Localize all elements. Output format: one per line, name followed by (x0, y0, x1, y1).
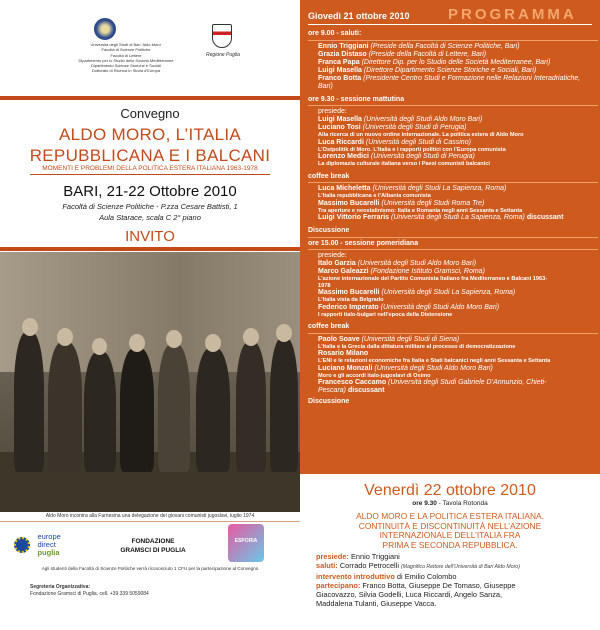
tavola-rotonda (300, 500, 600, 507)
speaker-name: Italo Garzia (318, 260, 356, 267)
partecipano-line: Giacovazzo, Silvia Godelli, Luca Riccardi, Angelo Sanza, (316, 590, 503, 599)
speaker-line (318, 365, 598, 373)
segreteria-label: Segreteria Organizzativa: (30, 584, 91, 590)
uni-line: Dipartimento per lo Studio delle Società Mediterranee (78, 57, 174, 63)
eu-stars-icon (14, 537, 30, 553)
speaker-name: Luciano Tosi (318, 124, 361, 131)
talk-title: L’Ostpolitik di Moro. L’Italia e i rapporti politici con l’Europa comunista (318, 146, 506, 153)
regione-puglia-logo (212, 24, 232, 48)
talk-title: L’Italia vista da Belgrado (318, 297, 384, 303)
divider (308, 40, 598, 41)
partecipano-line: Maddalena Tulanti, Giuseppe Vacca. (316, 599, 437, 608)
photo-figure (158, 344, 190, 472)
day1-date: Giovedì 21 ottobre 2010 (308, 11, 410, 21)
line-affiliation: (Magnifico Rettore dell’Università di Bari Aldo Moro) (401, 564, 520, 570)
photo-figure (236, 342, 266, 472)
session-heading: coffee break (308, 172, 350, 180)
uni-line: Università degli Studi di Bari 'Aldo Moro' (90, 42, 162, 47)
photo-head (243, 328, 259, 346)
fondazione-line: FONDAZIONE (131, 538, 175, 545)
fondazione-gramsci-logo (108, 537, 198, 555)
ed-line: europe (37, 532, 61, 541)
speaker-name: Rosario Milano (318, 350, 369, 357)
speaker-affiliation: (Università degli Studi di Cassino) (365, 138, 471, 146)
speaker-line (318, 379, 598, 387)
programme-panel (300, 0, 600, 630)
round-table-details (316, 552, 594, 608)
photo-head (57, 328, 73, 346)
event-dates: BARI, 21-22 Ottobre 2010 (63, 183, 237, 200)
event-title (0, 124, 300, 166)
speaker-affiliation: (Direttore Dipartimento Scienze Storiche e Sociali, Bari) (363, 66, 537, 74)
speaker-line (318, 387, 598, 395)
speaker-line (318, 200, 598, 208)
speaker-line (318, 289, 598, 297)
speaker-name: Federico Imperato (318, 303, 379, 311)
talk-title: L’azione internazionale del Partito Comunista Italiano fra Mediterraneo e Balcani 1963- (318, 276, 548, 282)
speaker-affiliation: (Università degli Studi Gabriele D’Annunzio, Chieti- (388, 379, 547, 386)
divider (0, 247, 300, 251)
line-label: intervento introduttivo (316, 572, 395, 581)
speaker-line (318, 185, 598, 193)
convegno-label: Convegno (120, 106, 180, 121)
line-label: presiede: (316, 552, 349, 561)
ed-line: puglia (37, 548, 60, 557)
speaker-line (318, 75, 598, 83)
photo-head (92, 338, 107, 355)
speaker-affiliation: (Presidente Centro Studi e Formazione nelle Relazioni Interadriatiche, (363, 74, 581, 82)
title-line: REPUBBLICANA E I BALCANI (29, 146, 271, 165)
photo-head (22, 318, 38, 336)
programma-heading: PROGRAMMA (448, 6, 577, 23)
intro-line (316, 572, 594, 581)
speaker-name: Massimo Bucarelli (318, 289, 380, 296)
day2-date: Venerdì 22 ottobre 2010 (364, 482, 536, 499)
line-value: Ennio Triggiani (350, 552, 400, 561)
session-heading: coffee break (308, 323, 350, 330)
speaker-name: Paolo Soave (318, 335, 360, 343)
speaker-line (318, 51, 598, 59)
round-table-title-line: CONTINUITÀ E DISCONTINUITÀ NELL’AZIONE (358, 520, 542, 531)
esporia-logo (228, 524, 264, 562)
speaker-name: Lorenzo Medici (318, 153, 369, 160)
speaker-affiliation: (Università degli Studi La Sapienza, Roma) (391, 214, 525, 221)
historic-photo (0, 252, 300, 512)
talk-title: L’Italia e la Grecia dalla dittatura militare al processo di democratizzazione (318, 343, 516, 350)
speaker-name: Ennio Triggiani (318, 42, 369, 50)
speaker-affiliation: (Università degli Studi La Sapienza, Roma) (381, 289, 516, 296)
presiede-label: presiede: (318, 108, 347, 115)
affiliation-continued: Bari) (318, 82, 333, 90)
divider (308, 24, 592, 25)
event-subtitle: MOMENTI E PROBLEMI DELLA POLITICA ESTERA ITALIANA 1963-1978 (42, 165, 258, 172)
speaker-line (318, 116, 598, 124)
uni-line: Facoltà di Scienze Politiche (101, 47, 151, 53)
speaker-name: Massimo Bucarelli (318, 199, 380, 207)
university-seal-icon (94, 18, 116, 40)
title-line: ALDO MORO, L’ITALIA (58, 125, 242, 144)
divider (308, 105, 598, 106)
photo-figure (84, 352, 116, 472)
uni-line: Dottorato di Ricerca in Storia d'Europa (91, 68, 161, 74)
divider (308, 182, 598, 183)
speaker-affiliation: (Università degli Studi Roma Tre) (381, 199, 485, 207)
speaker-affiliation: (Direttore Dip. per lo Studio delle Società Mediterranee, Bari) (361, 58, 551, 66)
photo-head (205, 334, 221, 352)
speaker-name: Luigi Masella (318, 66, 362, 74)
speaker-name: Francesco Caccamo (318, 379, 387, 386)
line-label: partecipano: (316, 581, 361, 590)
speaker-affiliation: (Università degli Studi Aldo Moro Bari) (374, 364, 493, 372)
speaker-affiliation: (Università degli Studi di Siena) (361, 335, 460, 343)
speaker-affiliation: (Fondazione Istituto Gramsci, Roma) (370, 268, 485, 275)
speaker-line (318, 336, 598, 344)
europe-direct-logo (14, 533, 84, 567)
photo-figure (270, 338, 298, 472)
university-lines (56, 42, 196, 74)
photo-figure (14, 332, 44, 472)
tavola-label: - Tavola Rotonda (436, 500, 488, 507)
talk-title: La diplomazia culturale italiana verso i Paesi comunisti balcanici (318, 161, 490, 167)
photo-head (129, 334, 145, 352)
venue-line: Aula Starace, scala C 2° piano (99, 213, 201, 222)
presiede-line (316, 552, 594, 561)
session-heading: Discussione (308, 227, 350, 234)
speaker-name: Franca Papa (318, 58, 360, 66)
speaker-line (318, 124, 598, 132)
session-heading: ore 9.30 - sessione mattutina (308, 95, 405, 103)
photo-head (166, 330, 182, 348)
fondazione-line: GRAMSCI DI PUGLIA (120, 547, 186, 554)
round-table-title-line: PRIMA E SECONDA REPUBBLICA. (382, 539, 518, 550)
uni-line: Facoltà di Lettere (110, 52, 142, 58)
round-table-title-line: ALDO MORO E LA POLITICA ESTERA ITALIANA. (356, 511, 544, 521)
session-heading: ore 15.00 - sessione pomeridiana (308, 239, 419, 247)
speaker-affiliation: Pescara) (318, 387, 347, 394)
speaker-affiliation: (Università degli Studi Aldo Moro Bari) (357, 260, 477, 267)
university-logo (56, 18, 176, 88)
speaker-affiliation: (Preside della Facoltà di Lettere, Bari) (368, 50, 487, 58)
divider (0, 96, 300, 100)
uni-line: Dipartimento Scienze Storiche e Sociali (90, 63, 162, 69)
divider (308, 333, 598, 334)
speaker-name: Luca Micheletta (318, 185, 371, 192)
speaker-line (318, 260, 598, 268)
speaker-line (318, 214, 598, 222)
session-heading: ore 9.00 - saluti: (308, 30, 362, 37)
talk-title: 1978 (318, 282, 331, 289)
divider (30, 174, 270, 175)
speaker-name: Luigi Masella (318, 116, 362, 123)
speaker-affiliation: (Università degli Studi La Sapienza, Roma) (372, 185, 507, 192)
speaker-name: Luigi Vittorio Ferraris (318, 214, 390, 221)
line-value: Corrado Petrocelli (339, 561, 399, 570)
speaker-affiliation: (Università degli Studi di Perugia) (362, 124, 467, 131)
speaker-line (318, 67, 598, 75)
talk-title: Alla ricerca di un nuovo ordine internazionale. La politica estera di Aldo Moro (318, 132, 524, 138)
talk-title: L’ENI e le relazioni economiche fra Italia e Stati balcanici negli anni Sessanta e Settanta (318, 358, 551, 364)
speaker-line (318, 350, 598, 358)
speaker-affiliation: (Università degli Studi Aldo Moro Bari) (363, 116, 483, 123)
esporia-label: ESPORIA (234, 538, 258, 544)
presiede-label: presiede: (318, 252, 347, 259)
ed-line: direct (37, 540, 56, 549)
europe-direct-text (37, 533, 60, 557)
line-label: saluti: (316, 561, 338, 570)
speaker-line (318, 59, 598, 67)
discussant-tag: discussant (526, 214, 564, 221)
divider (308, 237, 598, 238)
speaker-name: Luciano Monzali (318, 364, 373, 372)
invito-heading: INVITO (125, 228, 175, 245)
discussant-tag: discussant (347, 387, 385, 394)
speaker-name: Marco Galeazzi (318, 268, 369, 275)
shield-icon (212, 24, 232, 48)
photo-head (276, 324, 292, 342)
round-table-title-line: INTERNAZIONALE DELL’ITALIA FRA (379, 530, 521, 540)
talk-title: Moro e gli accordi italo-jugoslavi di Osimo (318, 372, 431, 379)
regione-label: Regione Puglia (206, 52, 240, 58)
divider (0, 521, 300, 522)
session-heading: Discussione (308, 398, 350, 405)
speaker-affiliation: (Preside della Facoltà di Scienze Politiche, Bari) (370, 42, 520, 50)
photo-figure (120, 348, 154, 472)
speaker-line (318, 153, 598, 161)
speaker-name: Franco Botta (318, 74, 362, 82)
round-table-title (300, 512, 600, 550)
divider (308, 249, 598, 250)
photo-figure (196, 348, 230, 472)
speaker-affiliation: (Università degli Studi di Perugia) (370, 153, 475, 160)
speaker-line (318, 304, 598, 312)
photo-figure (48, 342, 82, 472)
partecipano-line (316, 581, 594, 590)
talk-title: L’Italia repubblicana e l’Albania comunista (318, 193, 431, 199)
segreteria-contact: Fondazione Gramsci di Puglia, cell. +39 339 5059084 (30, 591, 149, 597)
photo-caption: Aldo Moro incontra alla Farnesina una delegazione dei giovani comunisti jugoslavi, luglio 1974 (45, 513, 255, 519)
speaker-affiliation: (Università degli Studi Aldo Moro Bari) (380, 303, 500, 311)
tavola-time: ore 9.30 (412, 500, 437, 507)
line-value: Franco Botta, Giuseppe De Tomaso, Giuseppe (362, 581, 516, 590)
schedule-day1 (308, 30, 598, 407)
speaker-name: Luca Riccardi (318, 138, 364, 146)
talk-title: I rapporti italo-bulgari nell’epoca della Distensione (318, 311, 453, 318)
talk-title: Tra aperture e neostalinismo: Italia e Romania negli anni Sessanta e Settanta (318, 207, 523, 214)
venue-line: Facoltà di Scienze Politiche - P.zza Cesare Battisti, 1 (62, 202, 238, 211)
speaker-line (318, 139, 598, 147)
speaker-line (318, 43, 598, 51)
speaker-name: Grazia Distaso (318, 50, 367, 58)
saluti-line (316, 561, 594, 572)
cfu-credit-note: Agli studenti della Facoltà di Scienze Politiche verrà riconosciuto 1 CFU per la partecipazione al Convegno (41, 566, 259, 571)
speaker-line (318, 268, 598, 276)
line-value: di Emilio Colombo (396, 572, 457, 581)
